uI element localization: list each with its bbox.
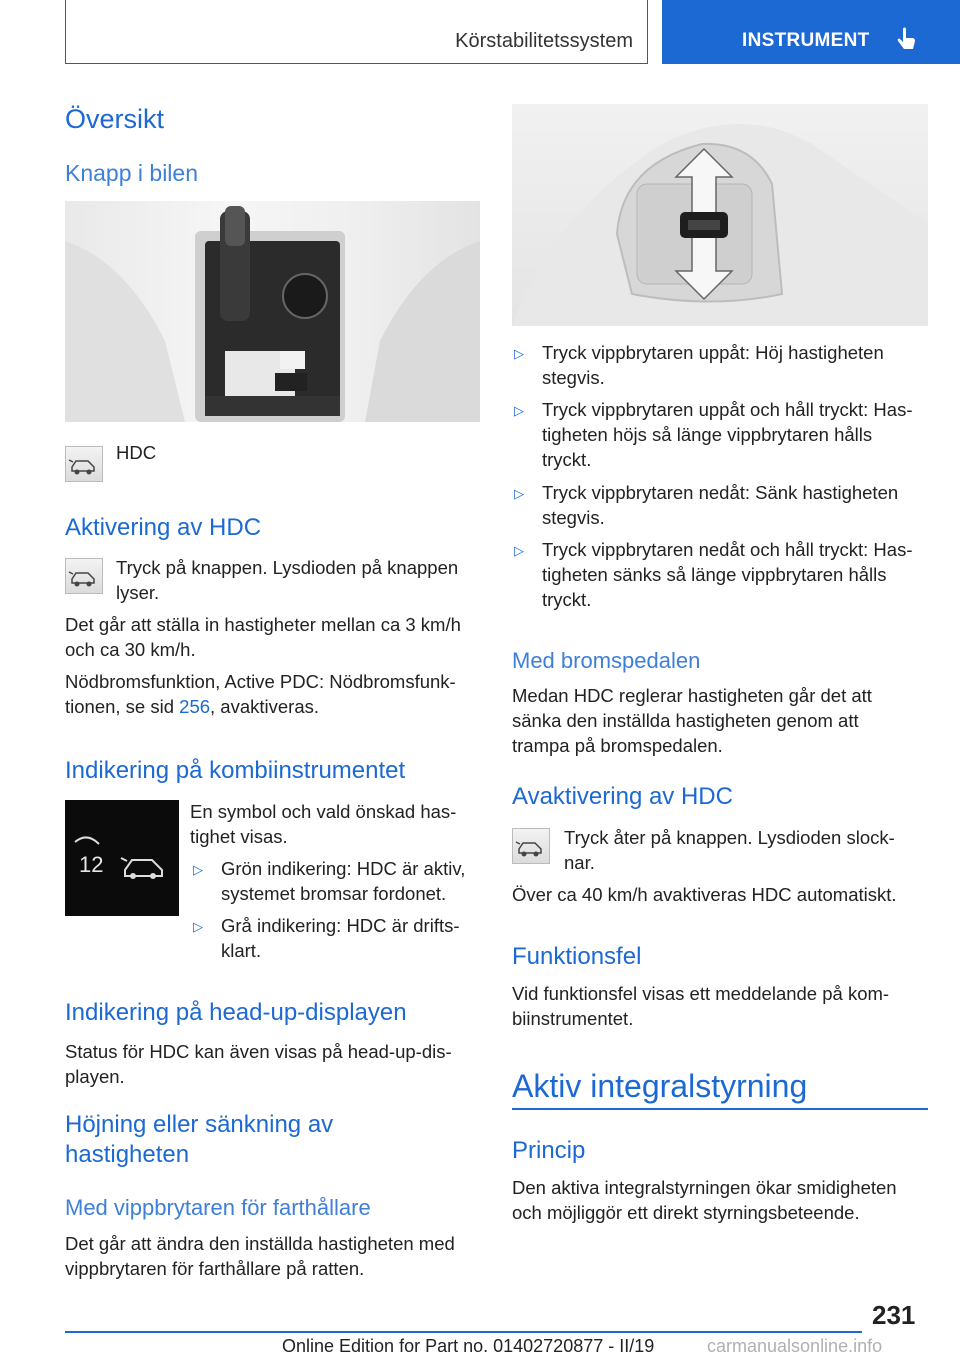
right-bullet-2c: tryckt. xyxy=(542,449,592,470)
heading-oversikt: Översikt xyxy=(65,104,165,134)
right-bullet-4a: Tryck vippbrytaren nedåt och håll tryckt: Has‐ xyxy=(542,539,913,560)
cluster-display-image xyxy=(65,800,179,916)
heading-knapp-i-bilen: Knapp i bilen xyxy=(65,160,198,186)
kombi-text-1b: tighet visas. xyxy=(190,826,288,847)
bullet-triangle-icon: ▷ xyxy=(193,862,203,877)
heading-princip: Princip xyxy=(512,1137,586,1164)
console-photo xyxy=(65,201,480,422)
hdc-button-icon xyxy=(65,558,103,594)
footer-edition: Online Edition for Part no. 01402720877 - II/19 xyxy=(282,1336,655,1356)
kombi-text-1a: En symbol och vald önskad has‐ xyxy=(190,801,457,822)
instrument-tab[interactable] xyxy=(662,0,960,64)
heading-avaktivering: Avaktivering av HDC xyxy=(512,783,733,810)
princip-text-b: och möjliggör ett direkt styrningsbeteende. xyxy=(512,1202,860,1223)
right-bullet-2b: tigheten höjs så länge vippbrytaren hålls xyxy=(542,424,873,445)
broms-text-c: trampa på bromspedalen. xyxy=(512,735,723,756)
right-bullet-4b: tigheten sänks så länge vippbrytaren hålls xyxy=(542,564,887,585)
heading-aktivering: Aktivering av HDC xyxy=(65,514,262,541)
heading-hojning-a: Höjning eller sänkning av xyxy=(65,1111,334,1138)
broms-text-b: sänka den inställda hastigheten genom att xyxy=(512,710,859,731)
fel-text-b: biinstrumentet. xyxy=(512,1008,634,1029)
heading-underline xyxy=(512,1108,928,1110)
footer-watermark: carmanualsonline.info xyxy=(707,1336,883,1356)
vipp-text-b: vippbrytaren för farthållare på ratten. xyxy=(65,1258,365,1279)
cluster-speed-number: 12 xyxy=(79,852,104,877)
heading-kombiinstrumentet: Indikering på kombiinstrumentet xyxy=(65,757,406,784)
bullet-triangle-icon: ▷ xyxy=(514,486,524,501)
hud-text-b: playen. xyxy=(65,1066,125,1087)
heading-head-up: Indikering på head-up-displayen xyxy=(65,999,407,1026)
page-number: 231 xyxy=(872,1300,916,1330)
aktivering-text-1a: Tryck på knappen. Lysdioden på knappen xyxy=(116,557,459,578)
instrument-tab-label: INSTRUMENT xyxy=(742,30,870,51)
right-bullet-3a: Tryck vippbrytaren nedåt: Sänk hastigheten xyxy=(542,482,899,503)
footer-line xyxy=(65,1331,862,1333)
right-bullet-1b: stegvis. xyxy=(542,367,605,388)
broms-text-a: Medan HDC reglerar hastigheten går det att xyxy=(512,685,872,706)
bullet-triangle-icon: ▷ xyxy=(193,919,203,934)
vipp-text-a: Det går att ändra den inställda hastigheten med xyxy=(65,1233,455,1254)
bullet-triangle-icon: ▷ xyxy=(514,346,524,361)
right-bullet-4c: tryckt. xyxy=(542,589,592,610)
hand-pointer-icon xyxy=(896,27,918,53)
kombi-bullet-2a: Grå indikering: HDC är drifts‐ xyxy=(221,915,460,936)
steering-wheel-photo xyxy=(512,104,928,326)
fel-text-a: Vid funktionsfel visas ett meddelande på kom‐ xyxy=(512,983,890,1004)
header-section-box xyxy=(65,0,648,64)
kombi-bullet-2b: klart. xyxy=(221,940,262,961)
bullet-triangle-icon: ▷ xyxy=(514,403,524,418)
right-bullet-3b: stegvis. xyxy=(542,507,605,528)
hdc-button-icon xyxy=(512,828,550,864)
bullet-triangle-icon: ▷ xyxy=(514,543,524,558)
hud-text-a: Status för HDC kan även visas på head-up-dis‐ xyxy=(65,1041,452,1062)
hdc-label: HDC xyxy=(116,442,157,463)
aktivering-text-3a: Nödbromsfunktion, Active PDC: Nödbromsfunk‐ xyxy=(65,671,456,692)
heading-funktionsfel: Funktionsfel xyxy=(512,943,642,970)
heading-vippbrytaren: Med vippbrytaren för farthållare xyxy=(65,1195,371,1220)
aktivering-text-2b: och ca 30 km/h. xyxy=(65,639,196,660)
aktivering-text-1b: lyser. xyxy=(116,582,160,603)
kombi-bullet-1b: systemet bromsar fordonet. xyxy=(221,883,447,904)
avakt-text-a: Tryck åter på knappen. Lysdioden slock‐ xyxy=(564,827,895,848)
page-link-256[interactable]: 256 xyxy=(179,696,211,717)
avakt-text-b: nar. xyxy=(564,852,595,873)
heading-hojning-b: hastigheten xyxy=(65,1141,190,1168)
aktivering-text-3b: tionen, se sid 256, avaktiveras. xyxy=(65,696,320,717)
princip-text-a: Den aktiva integralstyrningen ökar smidigheten xyxy=(512,1177,897,1198)
hdc-button-icon xyxy=(65,446,103,482)
section-title: Körstabilitetssystem xyxy=(455,30,633,52)
right-bullet-2a: Tryck vippbrytaren uppåt och håll tryckt: Has‐ xyxy=(542,399,913,420)
right-bullet-1a: Tryck vippbrytaren uppåt: Höj hastigheten xyxy=(542,342,884,363)
kombi-bullet-1a: Grön indikering: HDC är aktiv, xyxy=(221,858,466,879)
avakt-text-c: Över ca 40 km/h avaktiveras HDC automatiskt. xyxy=(512,884,897,905)
heading-aktiv-integralstyrning: Aktiv integralstyrning xyxy=(512,1068,808,1104)
aktivering-text-2a: Det går att ställa in hastigheter mellan ca 3 km/h xyxy=(65,614,461,635)
heading-bromspedalen: Med bromspedalen xyxy=(512,648,701,673)
